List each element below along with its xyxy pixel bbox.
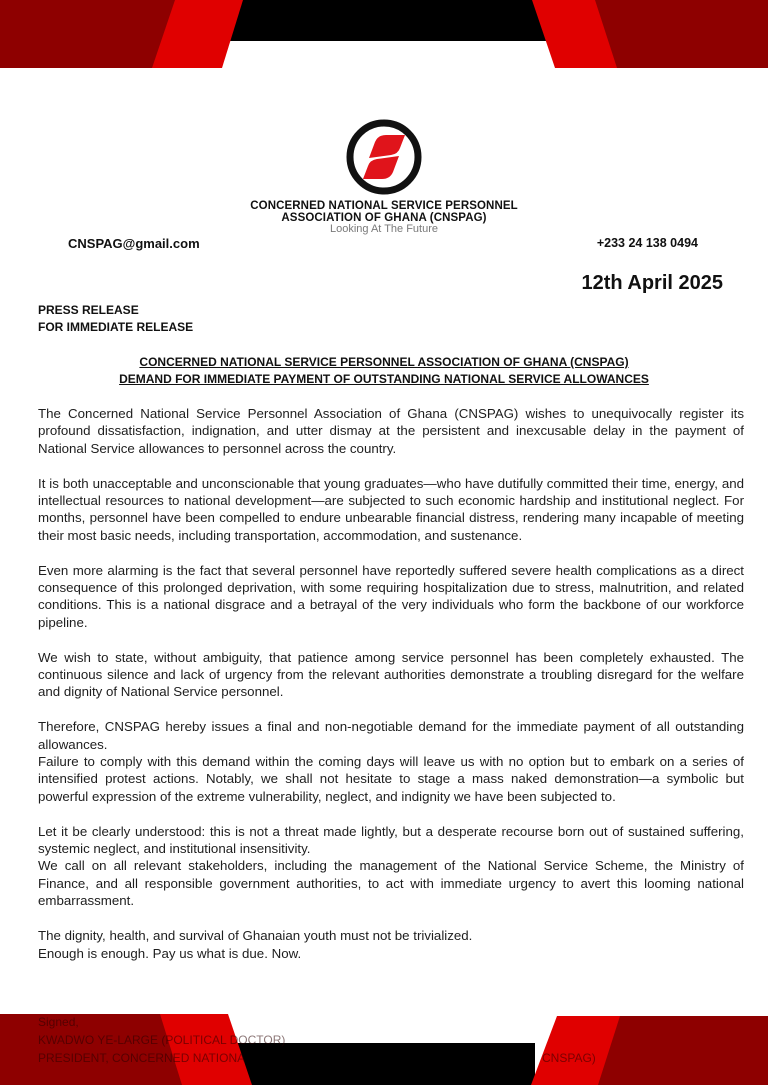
top-banner-left-dark-red xyxy=(0,0,180,68)
signature-block xyxy=(38,1013,285,1067)
headline xyxy=(0,354,768,388)
organization-name-line2: ASSOCIATION OF GHANA (CNSPAG) xyxy=(281,212,487,224)
body-paragraph: Even more alarming is the fact that several personnel have reportedly suffered severe health complications as a direct consequence of this prolonged deprivation, with some requiring hospitalization due to stress, malnutrition, and related conditions. This is a national disgrace and a betrayal of the very individuals who form the backbone of our workforce pipeline. xyxy=(38,562,744,630)
body-paragraph: The dignity, health, and survival of Ghanaian youth must not be trivialized. xyxy=(38,928,473,944)
organization-tagline: Looking At The Future xyxy=(329,223,439,235)
top-banner-right-dark-red xyxy=(595,0,768,68)
bottom-banner-right-dark-red xyxy=(598,1016,768,1085)
signatory-title: PRESIDENT, CONCERNED NATIONA xyxy=(38,1051,246,1065)
body-paragraph: Enough is enough. Pay us what is due. Now. xyxy=(38,945,302,961)
press-release-body xyxy=(38,405,744,979)
cnspag-s-logo-icon xyxy=(345,118,423,196)
signed-label: Signed, xyxy=(38,1015,79,1029)
press-release-labels xyxy=(38,302,193,336)
signatory-name: KWADWO YE-LARGE (POLITICAL DOCTOR) xyxy=(38,1033,286,1047)
cnspag-logo xyxy=(345,118,423,196)
top-banner-graphic xyxy=(0,0,768,70)
release-date: 12th April 2025 xyxy=(581,272,723,294)
top-banner xyxy=(0,0,768,70)
body-paragraph: The Concerned National Service Personnel Association of Ghana (CNSPAG) wishes to unequivocally register its profound dissatisfaction, indignation, and utter dismay at the persistent and inexcusable delay in the payment of National Service allowances to personnel across the country. xyxy=(38,406,744,456)
body-paragraph: Therefore, CNSPAG hereby issues a final and non-negotiable demand for the immediate payment of all outstanding allowances. xyxy=(38,719,744,752)
organization-name-line1: CONCERNED NATIONAL SERVICE PERSONNEL xyxy=(250,200,518,212)
headline-line1: CONCERNED NATIONAL SERVICE PERSONNEL ASSOCIATION OF GHANA (CNSPAG) xyxy=(139,355,629,369)
body-paragraph: We wish to state, without ambiguity, that patience among service personnel has been completely exhausted. The continuous silence and lack of urgency from the relevant authorities demonstrate a troubling disregard for the welfare and dignity of National Service personnel. xyxy=(38,649,744,700)
headline-line2: DEMAND FOR IMMEDIATE PAYMENT OF OUTSTANDING NATIONAL SERVICE ALLOWANCES xyxy=(119,372,649,386)
contact-email: CNSPAG@gmail.com xyxy=(68,236,200,251)
top-banner-black-band xyxy=(220,0,550,41)
immediate-release-label: FOR IMMEDIATE RELEASE xyxy=(38,320,194,334)
contact-phone: +233 24 138 0494 xyxy=(596,236,698,250)
signatory-title-end: CNSPAG) xyxy=(542,1051,596,1065)
organization-name xyxy=(0,200,768,224)
body-paragraph: Let it be clearly understood: this is not a threat made lightly, but a desperate recourse born out of sustained suffering, systemic neglect, and institutional insensitivity. xyxy=(38,823,744,857)
press-release-label: PRESS RELEASE xyxy=(38,303,139,317)
body-paragraph: Failure to comply with this demand within the coming days will leave us with no option but to embark on a series of intensified protest actions. Notably, we shall not hesitate to stage a mass naked demonstration—a symbolic but powerful expression of the extreme vulnerability, neglect, and indignity we have been subjected to. xyxy=(38,754,744,804)
body-paragraph: We call on all relevant stakeholders, including the management of the National Service Scheme, the Ministry of Finance, and all responsible government authorities, to act with immediate urgency to avert this looming national embarrassment. xyxy=(38,858,744,909)
body-paragraph: It is both unacceptable and unconscionable that young graduates—who have dutifully committed their time, energy, and intellectual resources to national development—are subjected to such economic hardship and institutional neglect. For months, personnel have been compelled to endure unbearable financial distress, rendering many incapable of meeting their most basic needs, including transportation, accommodation, and sustenance. xyxy=(38,475,744,543)
